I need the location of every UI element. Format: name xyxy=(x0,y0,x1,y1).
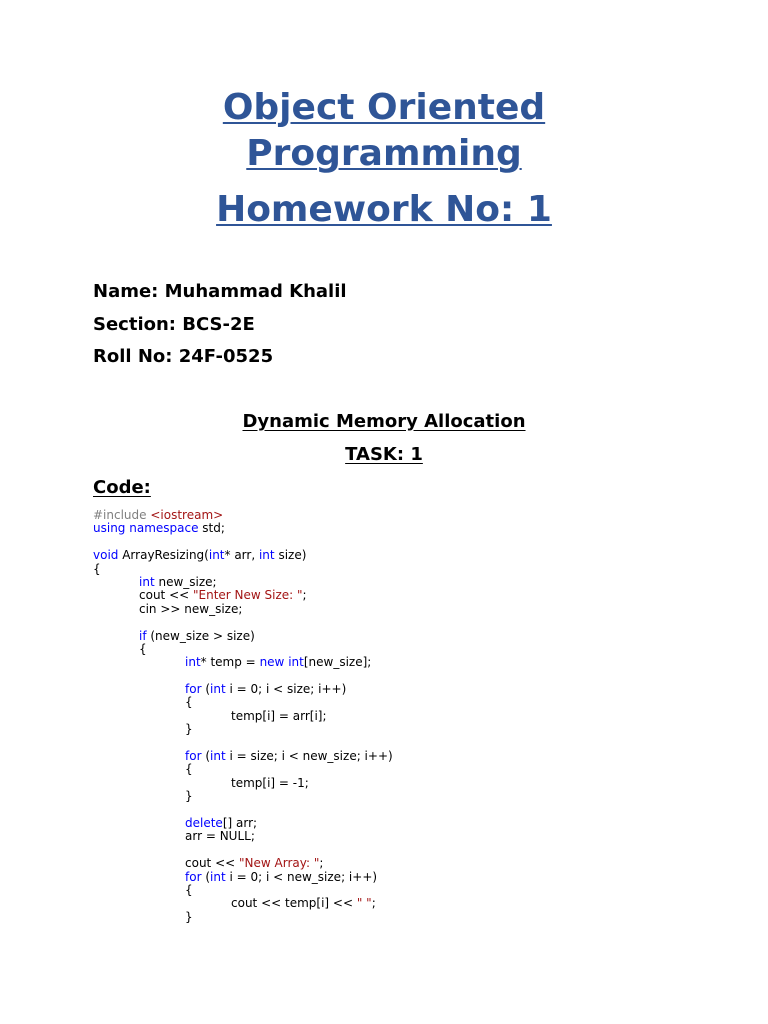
code-line xyxy=(93,911,393,924)
code-text: new_size; xyxy=(154,574,217,589)
code-text: ; xyxy=(319,856,324,871)
code-text: temp[i] = -1; xyxy=(231,775,309,790)
code-line xyxy=(93,576,393,589)
code-keyword: using xyxy=(93,521,130,536)
code-line xyxy=(93,683,393,696)
code-line xyxy=(93,777,393,790)
code-keyword: int xyxy=(185,655,201,670)
code-line xyxy=(93,737,393,750)
code-text: ; xyxy=(302,588,307,603)
code-text: i = size; i < new_size; i++) xyxy=(225,749,393,764)
code-line xyxy=(93,750,393,763)
code-keyword: int xyxy=(210,869,226,884)
code-text: * temp = xyxy=(200,655,260,670)
title-line-1: Object Oriented xyxy=(222,87,546,128)
code-text: cout << temp[i] << xyxy=(231,896,357,911)
code-keyword: int xyxy=(258,548,275,563)
code-line xyxy=(93,509,393,522)
student-section: Section: BCS-2E xyxy=(93,314,255,335)
code-text: } xyxy=(185,909,193,924)
code-text: { xyxy=(185,695,193,710)
code-keyword: for xyxy=(185,869,202,884)
code-text: temp[i] = arr[i]; xyxy=(231,708,327,723)
code-line xyxy=(93,804,393,817)
code-line xyxy=(93,763,393,776)
code-text: std; xyxy=(198,521,225,536)
code-line xyxy=(93,696,393,709)
code-keyword: int xyxy=(288,655,304,670)
code-text: { xyxy=(185,882,193,897)
code-text: cin >> new_size; xyxy=(139,601,243,616)
code-text: ( xyxy=(201,869,210,884)
code-line xyxy=(93,603,393,616)
code-keyword: int xyxy=(210,682,226,697)
code-line xyxy=(93,656,393,669)
code-keyword: delete xyxy=(185,815,223,830)
code-keyword: for xyxy=(185,682,202,697)
code-string: <iostream> xyxy=(150,508,224,522)
code-label: Code: xyxy=(93,477,151,498)
code-line xyxy=(93,630,393,643)
code-line xyxy=(93,723,393,736)
code-string: "Enter New Size: " xyxy=(193,588,303,603)
code-text: { xyxy=(93,561,101,576)
code-keyword: namespace xyxy=(129,521,199,536)
code-text: * arr, xyxy=(224,548,259,563)
code-string: "New Array: " xyxy=(239,856,320,871)
code-text: ; xyxy=(371,896,376,911)
code-line xyxy=(93,643,393,656)
code-text: ArrayResizing( xyxy=(118,548,209,563)
code-line xyxy=(93,844,393,857)
code-text: } xyxy=(185,789,193,804)
code-line xyxy=(93,670,393,683)
code-line xyxy=(93,589,393,602)
code-line xyxy=(93,857,393,870)
topic-heading: Dynamic Memory Allocation xyxy=(242,411,526,432)
code-line xyxy=(93,536,393,549)
code-keyword: if xyxy=(139,628,147,643)
code-line xyxy=(93,549,393,562)
homework-number-title: Homework No: 1 xyxy=(216,189,552,230)
code-keyword: void xyxy=(93,548,119,563)
code-line xyxy=(93,710,393,723)
code-line xyxy=(93,790,393,803)
code-keyword: int xyxy=(208,548,225,563)
task-heading: TASK: 1 xyxy=(345,444,423,465)
code-text: [] arr; xyxy=(222,815,258,830)
code-text: cout << xyxy=(185,856,239,871)
code-keyword: int xyxy=(210,749,226,764)
code-text: i = 0; i < size; i++) xyxy=(225,682,347,697)
student-name: Name: Muhammad Khalil xyxy=(93,281,347,302)
code-text: ( xyxy=(201,682,210,697)
code-keyword: new xyxy=(259,655,285,670)
code-text: { xyxy=(139,641,147,656)
code-text: (new_size > size) xyxy=(146,628,255,643)
code-line xyxy=(93,522,393,535)
code-line xyxy=(93,897,393,910)
code-text: ( xyxy=(201,749,210,764)
title-line-2: Programming xyxy=(246,133,522,174)
code-text: i = 0; i < new_size; i++) xyxy=(225,869,378,884)
code-block xyxy=(93,509,393,924)
code-text: cout << xyxy=(139,588,193,603)
code-string: " " xyxy=(356,896,372,911)
code-text: { xyxy=(185,762,193,777)
code-line xyxy=(93,817,393,830)
code-keyword: int xyxy=(139,574,155,589)
code-text: [new_size]; xyxy=(303,655,372,670)
code-line xyxy=(93,871,393,884)
code-preprocessor: #include xyxy=(93,508,151,522)
code-line xyxy=(93,884,393,897)
code-text: arr = NULL; xyxy=(185,829,255,844)
code-keyword: for xyxy=(185,749,202,764)
code-line xyxy=(93,563,393,576)
code-line xyxy=(93,830,393,843)
student-roll-number: Roll No: 24F-0525 xyxy=(93,346,274,367)
code-text: } xyxy=(185,722,193,737)
code-text: size) xyxy=(274,548,307,563)
code-line xyxy=(93,616,393,629)
